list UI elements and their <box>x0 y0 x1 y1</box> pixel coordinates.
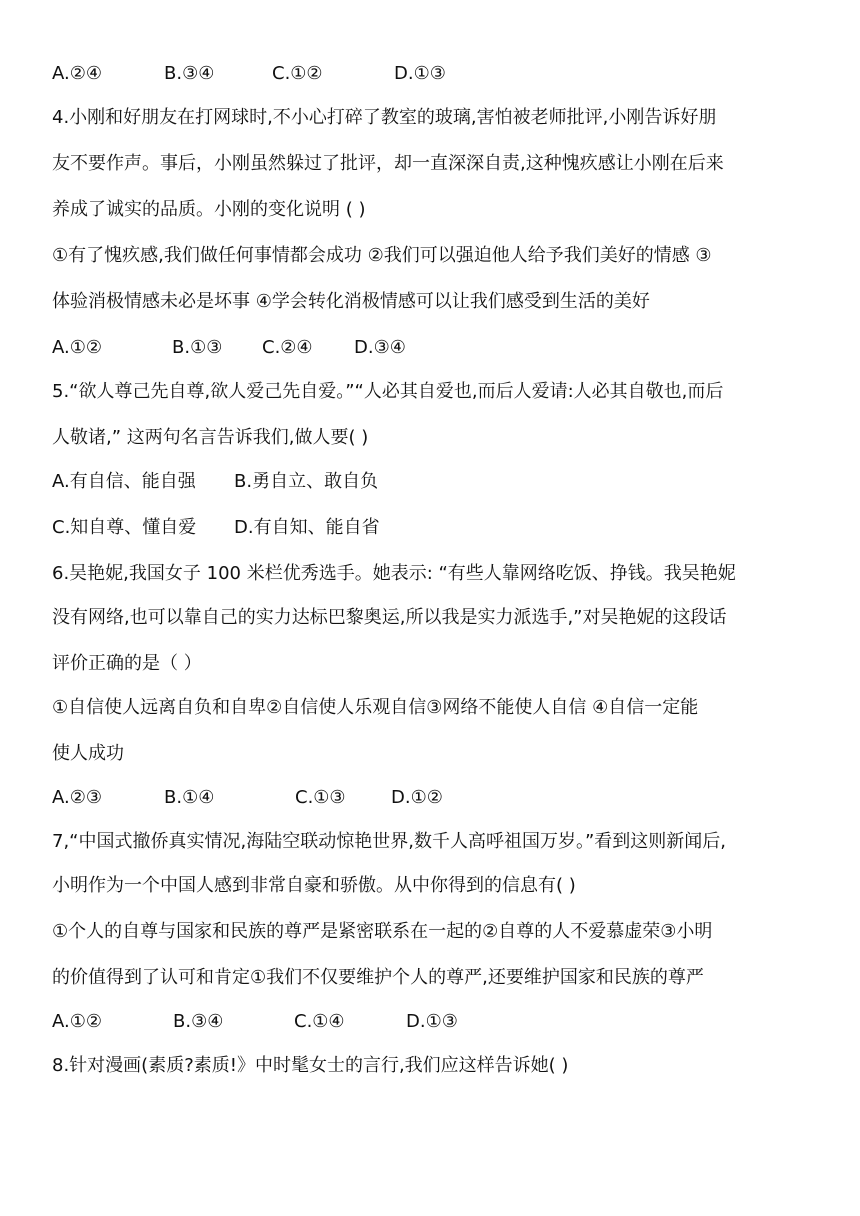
q4-stem-line-2: 友不要作声。事后，小刚虽然躲过了批评，却一直深深自责,这种愧疚感让小刚在后来 <box>52 153 724 174</box>
option-d: D.③④ <box>354 337 406 358</box>
q6-stem-line-2: 没有网络,也可以靠自己的实力达标巴黎奥运,所以我是实力派选手,”对吴艳妮的这段话 <box>52 607 727 628</box>
q4-statements-line-1: ①有了愧疚感,我们做任何事情都会成功 ②我们可以强迫他人给予我们美好的情感 ③ <box>52 245 712 266</box>
q6-statements-line-1: ①自信使人远离自负和自卑②自信使人乐观自信③网络不能使人自信 ④自信一定能 <box>52 697 699 718</box>
q5-stem-line-1: 5.“欲人尊己先自尊,欲人爱己先自爱。”“人必其自爱也,而后人爱请:人必其自敬也,而后 <box>52 381 724 402</box>
q4-stem-line-1: 4.小刚和好朋友在打网球时,不小心打碎了教室的玻璃,害怕被老师批评,小刚告诉好朋 <box>52 107 717 128</box>
q6-stem-line-3: 评价正确的是（ ） <box>52 653 202 674</box>
option-a: A.①② <box>52 337 102 358</box>
q6-options <box>52 786 443 810</box>
option-a: A.①② <box>52 1011 102 1032</box>
option-b: B.勇自立、敢自负 <box>234 471 379 492</box>
option-d: D.①② <box>391 787 443 808</box>
q4-options <box>52 336 406 360</box>
option-b: B.①③ <box>172 337 223 358</box>
q8-stem-line-1: 8.针对漫画(素质?素质!》中时髦女士的言行,我们应这样告诉她( ) <box>52 1055 569 1076</box>
option-a: A.②③ <box>52 787 102 808</box>
option-c: C.①③ <box>295 787 346 808</box>
option-c: C.知自尊、懂自爱 <box>52 517 197 538</box>
q5-stem-line-2: 人敬诸,” 这两句名言告诉我们,做人要( ) <box>52 427 369 448</box>
q7-stem-line-1: 7,“中国式撤侨真实情况,海陆空联动惊艳世界,数千人高呼祖国万岁。”看到这则新闻后, <box>52 831 726 852</box>
q7-statements-line-2: 的价值得到了认可和肯定①我们不仅要维护个人的尊严,还要维护国家和民族的尊严 <box>52 967 704 988</box>
q5-options-row-1 <box>52 470 378 494</box>
option-a: A.有自信、能自强 <box>52 471 196 492</box>
option-c: C.②④ <box>262 337 313 358</box>
option-c: C.①② <box>272 63 323 84</box>
option-c: C.①④ <box>294 1011 345 1032</box>
option-b: B.③④ <box>173 1011 224 1032</box>
q3-options <box>52 62 446 86</box>
q7-statements-line-1: ①个人的自尊与国家和民族的尊严是紧密联系在一起的②自尊的人不爱慕虚荣③小明 <box>52 921 713 942</box>
q7-options <box>52 1010 458 1034</box>
q4-stem-line-3: 养成了诚实的品质。小刚的变化说明 ( ) <box>52 199 366 220</box>
q7-stem-line-2: 小明作为一个中国人感到非常自豪和骄傲。从中你得到的信息有( ) <box>52 875 576 896</box>
option-d: D.①③ <box>394 63 446 84</box>
q6-statements-line-2: 使人成功 <box>52 743 124 764</box>
option-d: D.有自知、能自省 <box>234 517 380 538</box>
q6-stem-line-1: 6.吴艳妮,我国女子 100 米栏优秀选手。她表示: “有些人靠网络吃饭、挣钱。我吴艳妮 <box>52 563 736 584</box>
q4-statements-line-2: 体验消极情感未必是坏事 ④学会转化消极情感可以让我们感受到生活的美好 <box>52 291 650 312</box>
option-d: D.①③ <box>406 1011 458 1032</box>
option-b: B.③④ <box>164 63 215 84</box>
q5-options-row-2 <box>52 516 380 540</box>
option-b: B.①④ <box>164 787 215 808</box>
option-a: A.②④ <box>52 63 102 84</box>
